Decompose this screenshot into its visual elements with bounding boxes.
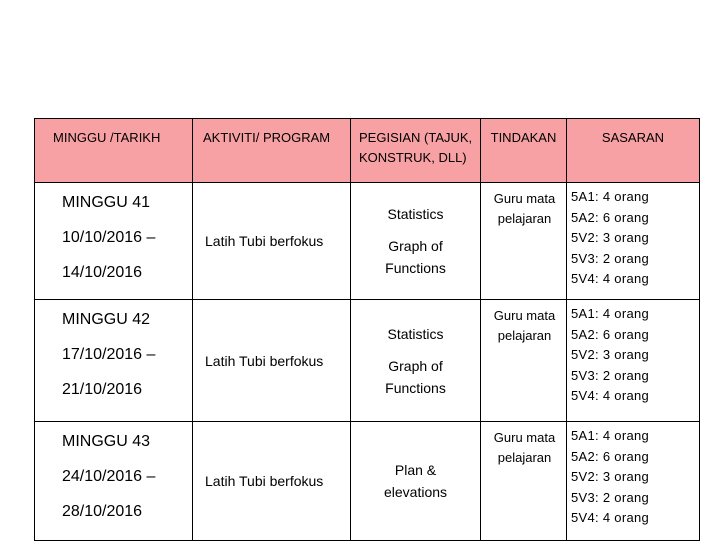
target-line: 5V3: 2 orang <box>571 250 650 266</box>
content-cell <box>351 422 481 541</box>
action-cell: Guru mata pelajaran <box>481 422 567 541</box>
target-cell <box>567 183 700 300</box>
content-line: Statistics <box>387 325 444 342</box>
schedule-table <box>34 118 700 541</box>
content-line: Functions <box>385 260 446 276</box>
target-line: 5V4: 4 orang <box>571 510 650 525</box>
activity-cell: Latih Tubi berfokus <box>193 422 351 541</box>
week-label: MINGGU 43 <box>62 433 151 450</box>
activity-cell: Latih Tubi berfokus <box>193 183 351 300</box>
target-line: 5V3: 2 orang <box>571 489 650 505</box>
target-line: 5A1: 4 orang <box>571 306 650 321</box>
header-week: MINGGU /TARIKH <box>35 119 193 183</box>
header-activity: AKTIVITI/ PROGRAM <box>193 119 351 183</box>
week-cell <box>35 422 193 541</box>
target-cell <box>567 422 700 541</box>
content-line: Statistics <box>387 206 444 222</box>
content-line: Functions <box>385 379 446 396</box>
target-cell <box>567 300 700 422</box>
activity-cell: Latih Tubi berfokus <box>193 300 351 422</box>
action-cell: Guru mata pelajaran <box>481 183 567 300</box>
content-line: Graph of <box>388 238 443 254</box>
content-cell <box>351 300 481 422</box>
date-end: 21/10/2016 <box>62 381 143 398</box>
content-line: Graph of <box>388 357 443 374</box>
target-line: 5A2: 6 orang <box>571 209 650 225</box>
header-row <box>35 119 700 183</box>
target-line: 5V4: 4 orang <box>571 388 650 403</box>
content-line: elevations <box>383 484 448 500</box>
target-line: 5A2: 6 orang <box>571 326 650 342</box>
action-cell: Guru mata pelajaran <box>481 300 567 422</box>
target-line: 5V2: 3 orang <box>571 230 650 245</box>
week-cell <box>35 183 193 300</box>
header-content: PEGISIAN (TAJUK, KONSTRUK, DLL) <box>351 119 481 183</box>
date-start: 24/10/2016 – <box>62 468 156 485</box>
content-cell <box>351 183 481 300</box>
target-line: 5V4: 4 orang <box>571 271 650 286</box>
target-line: 5V3: 2 orang <box>571 367 650 383</box>
target-line: 5V2: 3 orang <box>571 469 650 484</box>
table-row <box>35 422 700 541</box>
target-line: 5A1: 4 orang <box>571 428 650 443</box>
target-line: 5A2: 6 orang <box>571 448 650 464</box>
week-label: MINGGU 42 <box>62 311 151 328</box>
week-cell <box>35 300 193 422</box>
date-start: 17/10/2016 – <box>62 346 156 363</box>
date-end: 14/10/2016 <box>62 264 143 281</box>
week-label: MINGGU 41 <box>62 194 151 211</box>
header-target: SASARAN <box>567 119 700 183</box>
table-row <box>35 183 700 300</box>
date-end: 28/10/2016 <box>62 503 143 520</box>
date-start: 10/10/2016 – <box>62 229 156 246</box>
table-row <box>35 300 700 422</box>
content-line: Plan & <box>394 462 437 478</box>
target-line: 5A1: 4 orang <box>571 189 650 204</box>
target-line: 5V2: 3 orang <box>571 347 650 362</box>
header-action: TINDAKAN <box>481 119 567 183</box>
